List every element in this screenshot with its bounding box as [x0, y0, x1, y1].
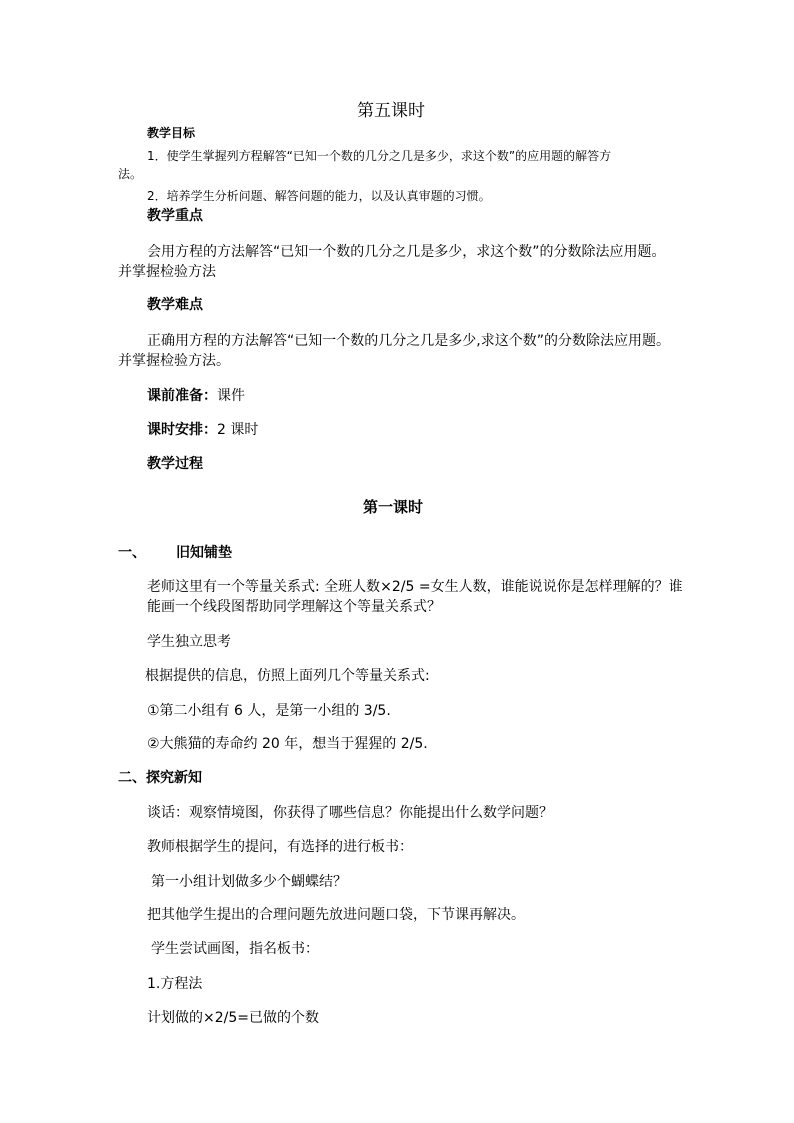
section-2-equation: 计划做的×2/5=已做的个数	[147, 1010, 319, 1026]
page-title: 第五课时	[357, 101, 425, 121]
section-1-think: 学生独立思考	[147, 634, 231, 650]
objective-item-1-line-2: 法。	[118, 167, 143, 181]
difficulties-line-1: 正确用方程的方法解答“已知一个数的几分之几是多少,求这个数”的分数除法应用题。	[147, 333, 670, 349]
key-points-line-1: 会用方程的方法解答“已知一个数的几分之几是多少，求这个数”的分数除法应用题。	[147, 244, 666, 260]
section-2-others: 把其他学生提出的合理问题先放进问题口袋，下节课再解决。	[147, 907, 525, 923]
section-2-heading: 二、探究新知	[118, 770, 202, 786]
section-1-para-line-2: 能画一个线段图帮助同学理解这个等量关系式？	[147, 599, 441, 615]
section-1-example-1: ①第二小组有 6 人，是第一小组的 3/5.	[147, 703, 391, 719]
section-1-heading: 旧知铺垫	[176, 545, 232, 561]
objective-item-2: 2．培养学生分析问题、解答问题的能力，以及认真审题的习惯。	[147, 189, 491, 203]
prep-label: 课前准备：	[147, 388, 217, 404]
key-points-line-2: 并掌握检验方法	[118, 264, 216, 280]
section-2-method: 1.方程法	[147, 976, 203, 992]
section-1-para-line-1: 老师这里有一个等量关系式: 全班人数×2/5 =女生人数，谁能说说你是怎样理解的？谁	[147, 579, 683, 595]
section-2-teacher: 教师根据学生的提问，有选择的进行板书：	[147, 839, 413, 855]
section-2-try: 学生尝试画图，指名板书：	[151, 941, 319, 957]
prep-line	[147, 389, 245, 403]
objectives-heading: 教学目标	[147, 126, 196, 140]
section-1-example-2: ②大熊猫的寿命约 20 年，想当于猩猩的 2/5.	[147, 736, 428, 752]
section-2-talk: 谈话：观察情境图，你获得了哪些信息？你能提出什么数学问题？	[147, 805, 553, 821]
section-1-instruction: 根据提供的信息，仿照上面列几个等量关系式:	[145, 668, 430, 684]
schedule-line	[147, 423, 258, 437]
key-points-heading: 教学重点	[147, 208, 203, 224]
process-heading: 教学过程	[147, 456, 203, 472]
section-2-question: 第一小组计划做多少个蝴蝶结？	[151, 874, 347, 890]
difficulties-line-2: 并掌握检验方法。	[118, 353, 230, 369]
objective-item-1-line-1: 1．使学生掌握列方程解答“已知一个数的几分之几是多少，求这个数”的应用题的解答方	[147, 149, 612, 163]
prep-value: 课件	[217, 388, 245, 404]
schedule-value: 2 课时	[217, 422, 259, 438]
lesson-1-title: 第一课时	[363, 498, 424, 516]
schedule-label: 课时安排：	[147, 422, 217, 438]
difficulties-heading: 教学难点	[147, 297, 203, 313]
section-1-number: 一、	[118, 545, 146, 561]
